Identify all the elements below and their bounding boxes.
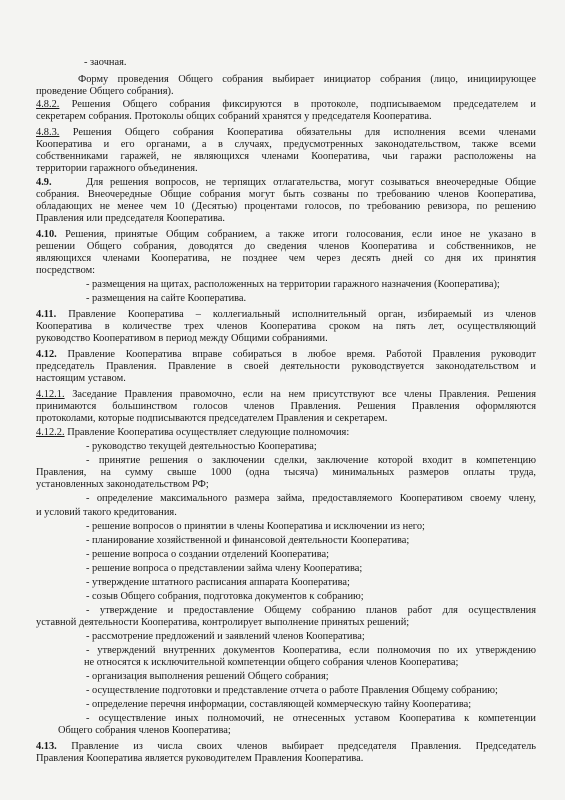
text-line: - решение вопроса о создании отделений Кооператива; <box>86 549 330 560</box>
clause-number: 4.9. <box>36 177 52 188</box>
text-line: настоящим уставом. <box>36 373 126 384</box>
text-line: - определение перечня информации, составляющей коммерческую тайну Кооператива; <box>86 699 472 710</box>
text-line: - осуществление подготовки и представление отчета о работе Правления Общему собранию; <box>86 685 498 696</box>
text-line: Кооператива и его органами, а в случаях, предусмотренных законодательством, также всеми <box>36 139 536 150</box>
text-line: являющихся членами Кооператива, не позднее чем через десять дней со дня их принятия <box>36 253 536 264</box>
text-line: Правления Кооператива является руководителем Правления Кооператива. <box>36 753 364 764</box>
text-line: 4.12.1. Заседание Правления правомочно, если на нем присутствуют все члены Правления. Решения <box>36 389 536 400</box>
text-line: - принятие решения о заключении сделки, заключение которой входит в компетенцию <box>86 455 536 466</box>
clause-number: 4.12.2. <box>36 427 65 438</box>
text-line: 4.8.2. Решения Общего собрания фиксируются в протоколе, подписываемом председателем и <box>36 99 536 110</box>
text-line: посредством: <box>36 265 96 276</box>
text-line: Общего собрания членов Кооператива; <box>58 725 231 736</box>
text-line: 4.12.2. Правление Кооператива осуществляет следующие полномочия: <box>36 427 350 438</box>
clause-number: 4.8.2. <box>36 99 60 110</box>
text-line: территории гаражного объединения. <box>36 163 198 174</box>
text-line: - определение максимального размера займа, предоставляемого Кооперативом своему члену, <box>86 493 536 504</box>
text-line: Форму проведения Общего собрания выбирает инициатор собрания (лицо, инициирующее <box>78 74 536 85</box>
text-line: решении Общего собрания, доводятся до сведения членов Кооператива и собственников, не <box>36 241 536 252</box>
text-line: - размещения на щитах, расположенных на территории гаражного назначения (Кооператива); <box>86 279 500 290</box>
text-line: установленных законодательством РФ; <box>36 479 209 490</box>
text-line: - заочная. <box>84 57 127 68</box>
text-line: - организация выполнения решений Общего собрания; <box>86 671 329 682</box>
text-line: - утверждение штатного расписания аппарата Кооператива; <box>86 577 350 588</box>
text-line: - утверждение и предоставление Общему собранию планов работ для осуществления <box>86 605 536 616</box>
text-line: - размещения на сайте Кооператива. <box>86 293 247 304</box>
text-line: 4.10. Решения, принятые Общим собранием, а также итоги голосования, если иное не указано в <box>36 229 536 240</box>
text-line: Кооператива в количестве трех членов Кооператива сроком на пять лет, осуществляющий <box>36 321 536 332</box>
text-line: собственниками гаражей, не являющихся членами Кооператива, чьи гаражи расположены на <box>36 151 536 162</box>
text-line: уставной деятельности Кооператива, контролирует выполнение принятых решений; <box>36 617 410 628</box>
text-line: 4.8.3. Решения Общего собрания Кооператива обязательны для исполнения всеми членами <box>36 127 536 138</box>
text-line: - решение вопроса о представлении займа члену Кооператива; <box>86 563 363 574</box>
text-line: собрания. Внеочередные Общие собрания могут быть созваны по требованию членов Кооператива, <box>36 189 536 200</box>
text-line: - планирование хозяйственной и финансовой деятельности Кооператива; <box>86 535 410 546</box>
text-line: - утверждений внутренних документов Кооператива, если полномочия по их утверждению <box>86 645 536 656</box>
text-line: 4.12. Правление Кооператива вправе собираться в любое время. Работой Правления руководит <box>36 349 536 360</box>
text-line: - решение вопросов о принятии в члены Кооператива и исключении из него; <box>86 521 425 532</box>
text-line: председатель Правления. Правление в своей деятельности руководствуется законодательством и <box>36 361 536 372</box>
text-line: руководство Кооперативом в период между Общими собраниями. <box>36 333 328 344</box>
text-line: протоколами, которые подписываются председателем Правления и секретарем. <box>36 413 388 424</box>
text-line: - созыв Общего собрания, подготовка документов к собранию; <box>86 591 364 602</box>
clause-number: 4.10. <box>36 229 57 240</box>
text-line: проведение Общего собрания). <box>36 86 174 97</box>
text-line: Правления или председателя Кооператива. <box>36 213 225 224</box>
text-line: Правления, на сумму свыше 1000 (одна тысяча) минимальных размеров оплаты труда, <box>36 467 536 478</box>
text-line: - осуществление иных полномочий, не отнесенных уставом Кооператива к компетенции <box>86 713 536 724</box>
text-line: обладающих не менее чем 10 (Десятью) процентами голосов, по требованию ревизора, по решению <box>36 201 536 212</box>
clause-number: 4.13. <box>36 741 57 752</box>
clause-number: 4.11. <box>36 309 57 320</box>
clause-number: 4.12.1. <box>36 389 65 400</box>
text-line: и условий такого кредитования. <box>36 507 177 518</box>
text-line: 4.9. Для решения вопросов, не терпящих отлагательства, могут созываться внеочередные Общие <box>36 177 536 188</box>
text-line: 4.11. Правление Кооператива – коллегиальный исполнительный орган, избираемый из членов <box>36 309 536 320</box>
clause-number: 4.8.3. <box>36 127 60 138</box>
text-line: принимаются большинством голосов членов Правления. Решения Правления оформляются <box>36 401 536 412</box>
text-line: 4.13. Правление из числа своих членов выбирает председателя Правления. Председатель <box>36 741 536 752</box>
text-line: - рассмотрение предложений и заявлений членов Кооператива; <box>86 631 365 642</box>
text-line: - руководство текущей деятельностью Кооператива; <box>86 441 317 452</box>
text-line: не относятся к исключительной компетенции общего собрания членов Кооператива; <box>84 657 459 668</box>
text-line: секретарем собрания. Протоколы общих собраний хранятся у председателя Кооператива. <box>36 111 432 122</box>
clause-number: 4.12. <box>36 349 57 360</box>
